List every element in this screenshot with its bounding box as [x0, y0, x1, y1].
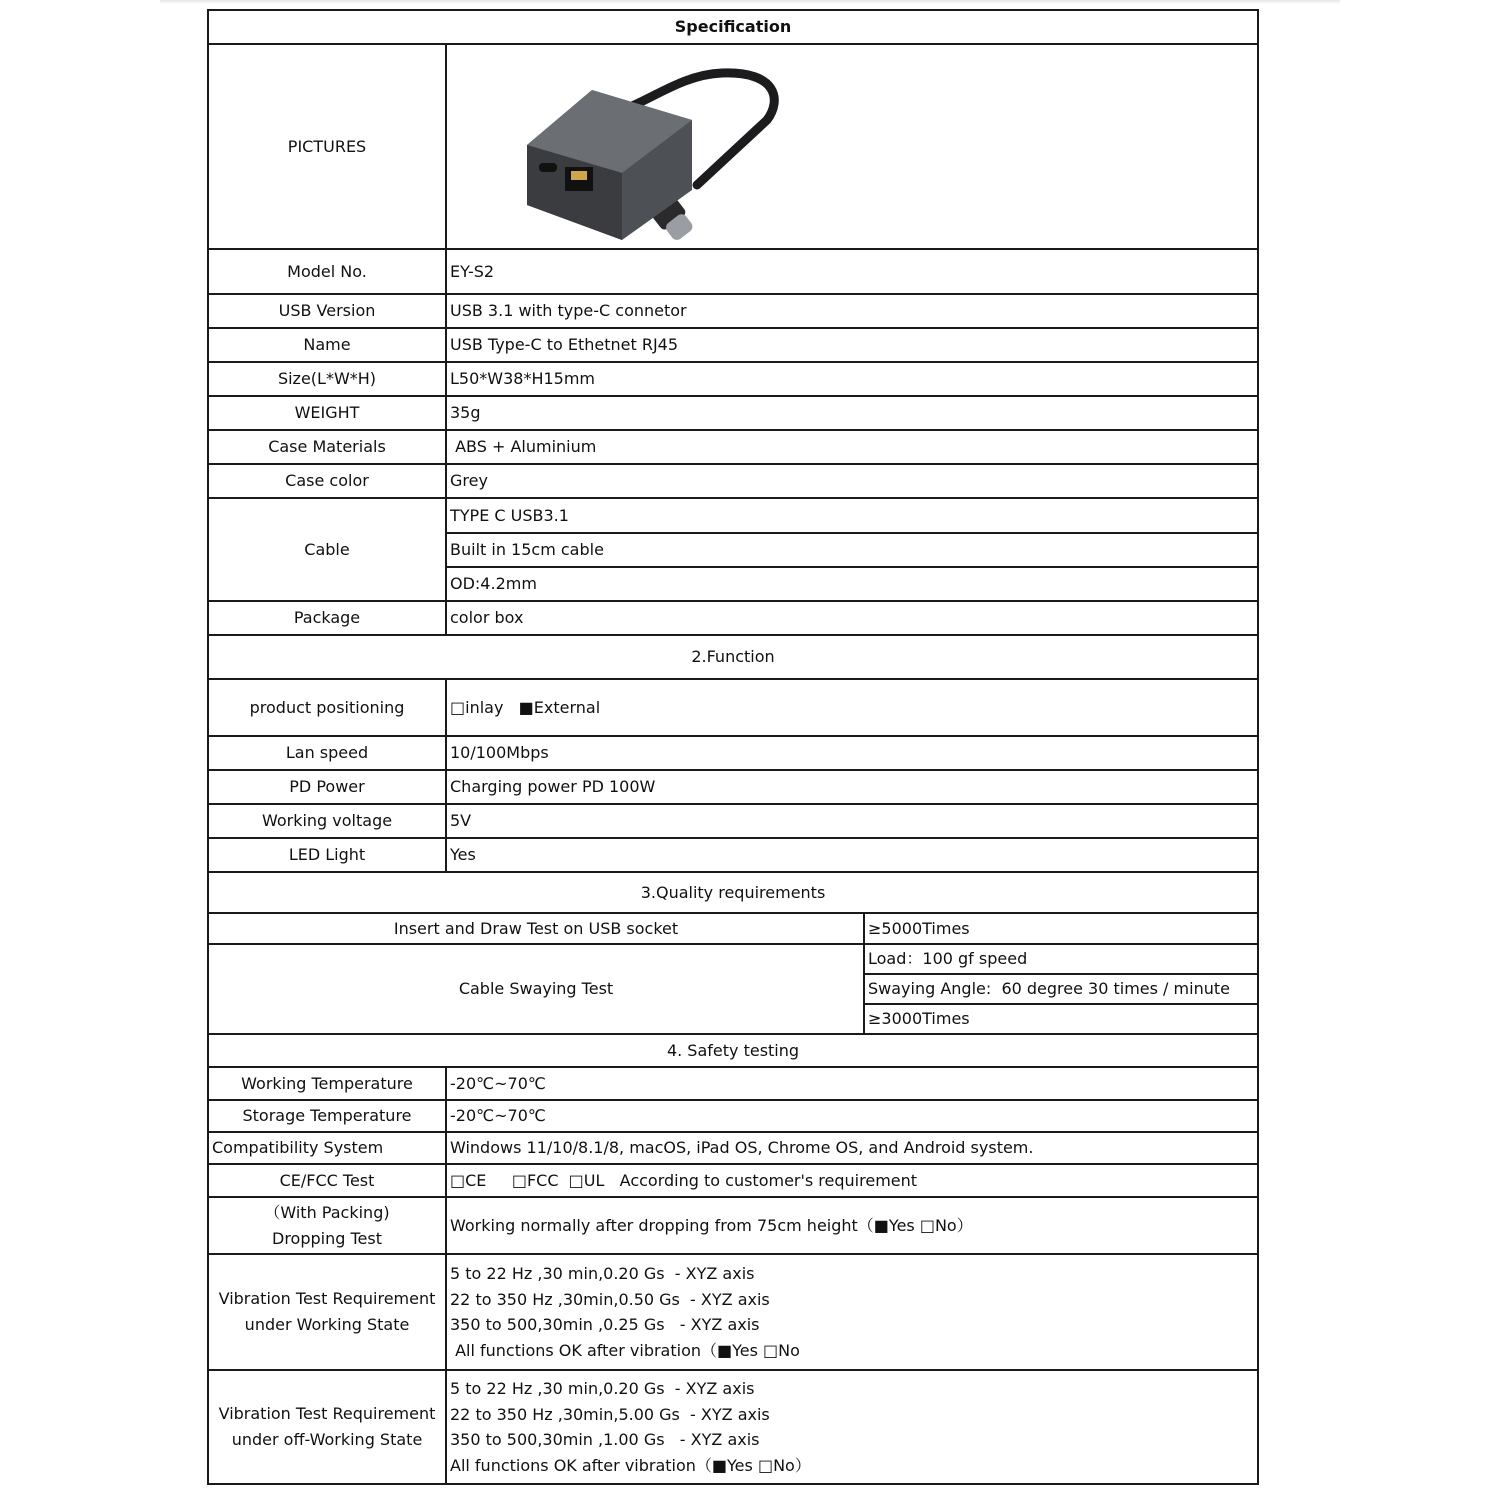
dropping-label-line2: Dropping Test [272, 1228, 382, 1248]
vib-off-line: 350 to 500,30min ,1.00 Gs - XYZ axis [450, 1430, 760, 1450]
spec-label-weight: WEIGHT [208, 396, 446, 430]
vib-working-line: 5 to 22 Hz ,30 min,0.20 Gs - XYZ axis [450, 1264, 755, 1284]
package-value: color box [446, 601, 1258, 635]
spec-value-name: USB Type-C to Ethetnet RJ45 [446, 328, 1258, 362]
cable-value-type: TYPE C USB3.1 [446, 498, 1258, 533]
spec-label-usb-version: USB Version [208, 294, 446, 328]
safety-value-vibration-off [446, 1370, 1258, 1484]
function-value-lan-speed: 10/100Mbps [446, 736, 1258, 770]
specification-table [207, 9, 1259, 1485]
safety-label-dropping [208, 1197, 446, 1254]
safety-label-storage-temp: Storage Temperature [208, 1100, 446, 1132]
product-picture-cell [446, 44, 1258, 249]
package-label: Package [208, 601, 446, 635]
function-label-voltage: Working voltage [208, 804, 446, 838]
safety-label-vibration-working [208, 1254, 446, 1370]
spec-value-case-color: Grey [446, 464, 1258, 498]
spec-title: Specification [208, 10, 1258, 44]
spec-value-model: EY-S2 [446, 249, 1258, 294]
safety-label-working-temp: Working Temperature [208, 1067, 446, 1100]
vib-working-line: All functions OK after vibration（■Yes □No [450, 1340, 800, 1360]
spec-label-size: Size(L*W*H) [208, 362, 446, 396]
spec-value-usb-version: USB 3.1 with type-C connetor [446, 294, 1258, 328]
function-value-positioning: □inlay ■External [446, 679, 1258, 736]
spec-value-size: L50*W38*H15mm [446, 362, 1258, 396]
function-label-pd-power: PD Power [208, 770, 446, 804]
function-value-voltage: 5V [446, 804, 1258, 838]
safety-heading: 4. Safety testing [208, 1034, 1258, 1067]
function-heading: 2.Function [208, 635, 1258, 679]
safety-value-working-temp: -20℃~70℃ [446, 1067, 1258, 1100]
function-value-pd-power: Charging power PD 100W [446, 770, 1258, 804]
vib-working-label-line2: under Working State [244, 1315, 410, 1335]
spec-label-case-materials: Case Materials [208, 430, 446, 464]
cable-label: Cable [208, 498, 446, 601]
spec-label-case-color: Case color [208, 464, 446, 498]
vib-off-line: 22 to 350 Hz ,30min,5.00 Gs - XYZ axis [450, 1404, 770, 1424]
function-value-led: Yes [446, 838, 1258, 872]
quality-value-sway-times: ≥3000Times [864, 1004, 1258, 1034]
cable-value-od: OD:4.2mm [446, 567, 1258, 601]
safety-value-dropping: Working normally after dropping from 75cm height（■Yes □No） [446, 1197, 1258, 1254]
spec-value-case-materials: ABS + Aluminium [446, 430, 1258, 464]
vib-off-label-line1: Vibration Test Requirement [218, 1404, 436, 1424]
quality-value-sway-load: Load：100 gf speed [864, 944, 1258, 974]
quality-heading: 3.Quality requirements [208, 872, 1258, 913]
safety-value-ce-fcc: □CE □FCC □UL According to customer's requirement [446, 1164, 1258, 1197]
function-label-positioning: product positioning [208, 679, 446, 736]
usb-c-ethernet-adapter-image [447, 45, 1258, 244]
vib-working-line: 22 to 350 Hz ,30min,0.50 Gs - XYZ axis [450, 1289, 770, 1309]
safety-label-ce-fcc: CE/FCC Test [208, 1164, 446, 1197]
function-label-led: LED Light [208, 838, 446, 872]
pictures-label: PICTURES [208, 44, 446, 249]
vib-off-label-line2: under off-Working State [231, 1430, 423, 1450]
cable-value-length: Built in 15cm cable [446, 533, 1258, 567]
dropping-label-line1: （With Packing) [264, 1202, 390, 1222]
spec-label-model: Model No. [208, 249, 446, 294]
quality-value-insert-draw: ≥5000Times [864, 913, 1258, 944]
safety-label-vibration-off [208, 1370, 446, 1484]
vib-off-line: 5 to 22 Hz ,30 min,0.20 Gs - XYZ axis [450, 1379, 755, 1399]
safety-label-compatibility: Compatibility System [208, 1132, 446, 1164]
spec-label-name: Name [208, 328, 446, 362]
quality-label-insert-draw: Insert and Draw Test on USB socket [208, 913, 864, 944]
quality-value-sway-angle: Swaying Angle: 60 degree 30 times / minute [864, 974, 1258, 1004]
safety-value-vibration-working [446, 1254, 1258, 1370]
safety-value-storage-temp: -20℃~70℃ [446, 1100, 1258, 1132]
vib-off-line: All functions OK after vibration（■Yes □No） [450, 1455, 811, 1475]
quality-label-cable-sway: Cable Swaying Test [208, 944, 864, 1034]
vib-working-label-line1: Vibration Test Requirement [218, 1289, 436, 1309]
vib-working-line: 350 to 500,30min ,0.25 Gs - XYZ axis [450, 1315, 760, 1335]
function-label-lan-speed: Lan speed [208, 736, 446, 770]
page-top-shadow [160, 0, 1340, 4]
safety-value-compatibility: Windows 11/10/8.1/8, macOS, iPad OS, Chrome OS, and Android system. [446, 1132, 1258, 1164]
spec-value-weight: 35g [446, 396, 1258, 430]
